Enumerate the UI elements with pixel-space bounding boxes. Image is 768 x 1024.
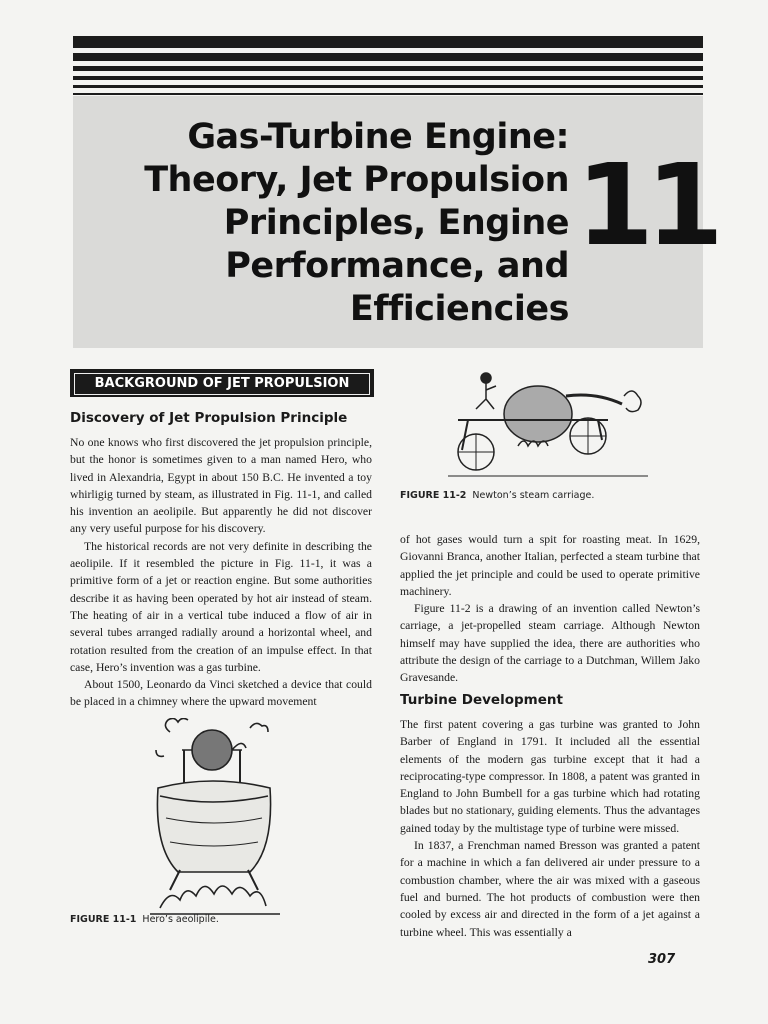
figure-11-1-caption <box>70 914 219 925</box>
figure-11-2-illustration <box>448 366 648 481</box>
right-column-bottom <box>400 716 700 941</box>
title-line-1: Gas-Turbine Engine: <box>187 117 569 157</box>
right-paragraph-3: The first patent covering a gas turbine was granted to John Barber of England in 1791. It included all the essential elements of the modern gas turbine except that it had a reciprocating-type compressor. In 1808, a patent was granted in England to John Bumbell for a gas turbine which had rotating blades but no stationary, guiding elements. Thus the advantages gained today by the multistage type of turbine were missed. <box>400 718 700 835</box>
left-column <box>70 434 372 711</box>
left-paragraph-1: No one knows who first discovered the jet propulsion principle, but the honor is sometimes given to a man named Hero, who lived in Alexandria, Egypt in about 150 B.C. He invented a toy whirligig turned by steam, as illustrated in Fig. 11-1, and called his invention an aeolipile. But apparently he did not discover any very useful purpose for his discovery. <box>70 436 372 536</box>
title-line-3: Principles, Engine <box>223 203 569 243</box>
title-line-4: Performance, and <box>225 246 569 286</box>
figure-11-1-caption-text: Hero’s aeolipile. <box>142 914 219 925</box>
page-number: 307 <box>648 952 676 967</box>
header-stripes <box>73 36 703 98</box>
chapter-number: 11 <box>576 141 716 271</box>
figure-11-2-caption <box>400 490 594 501</box>
subsection-discovery: Discovery of Jet Propulsion Principle <box>70 410 348 426</box>
figure-11-2-label: FIGURE 11-2 <box>400 490 467 501</box>
title-line-2: Theory, Jet Propulsion <box>144 160 569 200</box>
right-paragraph-1: of hot gases would turn a spit for roasting meat. In 1629, Giovanni Branca, another Italian, perfected a steam turbine that applied the jet principle and could be used to operate primitive machinery. <box>400 533 700 598</box>
figure-11-1-label: FIGURE 11-1 <box>70 914 137 925</box>
chapter-title <box>73 116 569 331</box>
subsection-turbine: Turbine Development <box>400 692 563 708</box>
right-paragraph-4: In 1837, a Frenchman named Bresson was granted a patent for a machine in which a fan delivered air under pressure to a combustion chamber, where the air was mixed with a gaseous fuel and burned. The hot products of combustion were then cooled by excess air and directed in the form of a jet against a turbine wheel. This was essentially a <box>400 839 700 939</box>
figure-11-2-caption-text: Newton’s steam carriage. <box>472 490 595 501</box>
right-column-top <box>400 531 700 687</box>
title-line-5: Efficiencies <box>349 289 569 329</box>
figure-11-1-illustration <box>140 718 290 918</box>
section-heading <box>70 369 374 397</box>
left-paragraph-2: The historical records are not very definite in describing the aeolipile. If it resembled the picture in Fig. 11-1, it was a primitive form of a jet or reaction engine. But some authorities describe it as having been operated by hot air instead of steam. The heating of air in a vertical tube induced a flow of air in several tubes arranged radially around a horizontal wheel, and rotation resulted from the creation of an impulse effect. In that case, Hero’s invention was a gas turbine. <box>70 539 372 674</box>
right-paragraph-2: Figure 11-2 is a drawing of an invention called Newton’s carriage, a jet-propelled steam carriage. Although Newton himself may have supplied the idea, there are authorities who attribute the design of the carriage to a Dutchman, Willem Jako Gravesande. <box>400 602 700 685</box>
left-paragraph-3: About 1500, Leonardo da Vinci sketched a device that could be placed in a chimney where the upward movement <box>70 678 372 709</box>
section-heading-text: BACKGROUND OF JET PROPULSION <box>74 373 370 395</box>
